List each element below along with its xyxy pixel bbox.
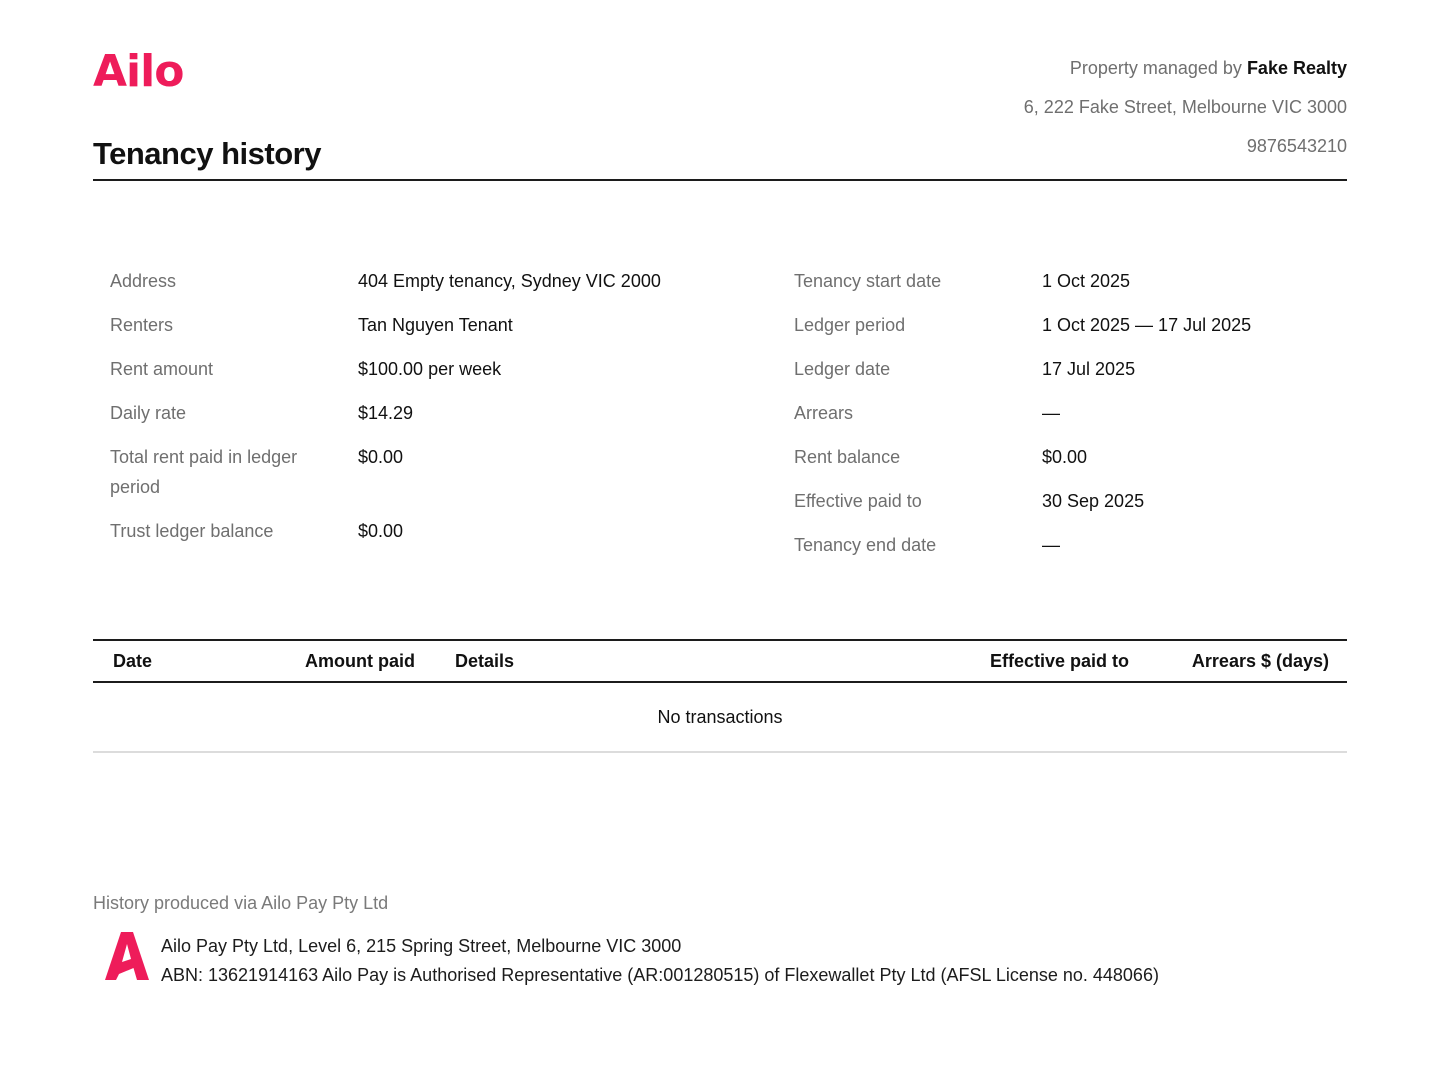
- detail-label: Rent balance: [794, 447, 901, 467]
- detail-value: 1 Oct 2025: [1042, 271, 1131, 291]
- detail-label: Effective paid to: [794, 491, 922, 511]
- detail-row-tenancy-start: [794, 266, 1251, 296]
- detail-label: Ledger date: [794, 359, 891, 379]
- detail-row-rent-balance: [794, 442, 1251, 472]
- detail-value: $14.29: [358, 403, 414, 423]
- header-divider: [93, 179, 1347, 181]
- details-left: [110, 266, 661, 560]
- detail-value: 1 Oct 2025 — 17 Jul 2025: [1042, 315, 1252, 335]
- detail-row-total-rent-paid: [110, 442, 661, 502]
- page-title: Tenancy history: [93, 136, 321, 171]
- transactions-table: [93, 639, 1347, 753]
- agency-name: Fake Realty: [1246, 58, 1347, 78]
- column-header-date: Date: [113, 650, 153, 671]
- footer-abn-line: ABN: 13621914163 Ailo Pay is Authorised Representative (AR:001280515) of Flexewallet Pty Ltd (AFSL License no. 448066): [161, 965, 1159, 985]
- detail-row-address: [110, 266, 661, 296]
- detail-label: Tenancy end date: [794, 535, 937, 555]
- detail-row-daily-rate: [110, 398, 661, 428]
- detail-value: $100.00 per week: [358, 359, 502, 379]
- ailo-logo: Ailo: [93, 46, 184, 97]
- detail-row-renters: [110, 310, 661, 340]
- managed-by-prefix: Property managed by: [1069, 58, 1242, 78]
- column-header-effective-paid-to: Effective paid to: [989, 650, 1129, 671]
- empty-state-message: No transactions: [93, 683, 1347, 753]
- detail-row-rent-amount: [110, 354, 661, 384]
- detail-label: Daily rate: [110, 403, 187, 423]
- footer-address-line: Ailo Pay Pty Ltd, Level 6, 215 Spring Street, Melbourne VIC 3000: [161, 936, 682, 956]
- column-header-arrears: Arrears $ (days): [1191, 650, 1329, 671]
- agency-info: [1024, 56, 1347, 173]
- column-header-details: Details: [455, 650, 515, 671]
- agency-phone: 9876543210: [1246, 136, 1347, 156]
- detail-value: $0.00: [358, 447, 404, 467]
- footer-company-info: [161, 932, 1159, 990]
- detail-label: Tenancy start date: [794, 271, 942, 291]
- detail-value: Tan Nguyen Tenant: [358, 315, 513, 335]
- detail-label: Trust ledger balance: [110, 521, 274, 541]
- table-header-row: [93, 639, 1347, 683]
- detail-label: Arrears: [794, 403, 854, 423]
- agency-address: 6, 222 Fake Street, Melbourne VIC 3000: [1023, 97, 1347, 117]
- detail-label: Total rent paid in ledger period: [110, 447, 298, 497]
- detail-row-trust-ledger-balance: [110, 516, 661, 546]
- detail-label: Renters: [110, 315, 174, 335]
- detail-row-ledger-period: [794, 310, 1251, 340]
- detail-value: $0.00: [358, 521, 404, 541]
- detail-label: Address: [110, 271, 177, 291]
- detail-value: —: [1042, 535, 1060, 555]
- ailo-a-mark-icon: [104, 930, 150, 982]
- detail-row-ledger-date: [794, 354, 1251, 384]
- detail-value: 30 Sep 2025: [1042, 491, 1145, 511]
- footer-note: History produced via Ailo Pay Pty Ltd: [93, 893, 389, 913]
- detail-label: Rent amount: [110, 359, 214, 379]
- detail-row-arrears: [794, 398, 1251, 428]
- managed-by-line: [1024, 56, 1347, 95]
- detail-value: 404 Empty tenancy, Sydney VIC 2000: [358, 271, 661, 291]
- details-right: [794, 266, 1251, 574]
- detail-value: $0.00: [1042, 447, 1088, 467]
- detail-value: 17 Jul 2025: [1042, 359, 1136, 379]
- detail-row-tenancy-end: [794, 530, 1251, 560]
- detail-row-effective-paid-to: [794, 486, 1251, 516]
- detail-value: —: [1042, 403, 1060, 423]
- detail-label: Ledger period: [794, 315, 906, 335]
- column-header-amount-paid: Amount paid: [305, 650, 415, 671]
